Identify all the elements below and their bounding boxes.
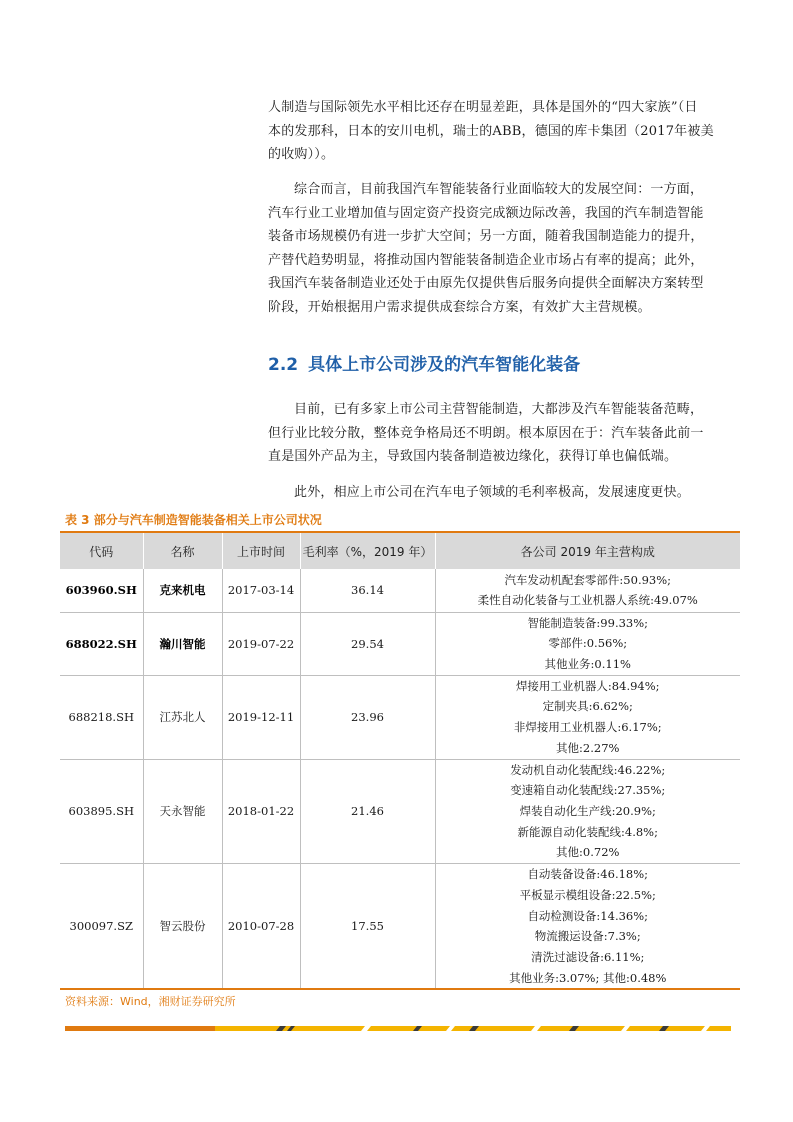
table-row [60, 759, 740, 864]
composition-item: 焊接用工业机器人:84.94%; [515, 678, 660, 693]
text-line: 目前，已有多家上市公司主营智能制造，大都涉及汽车智能装备范畴， [294, 402, 704, 417]
cell-date: 2017-03-14 [222, 569, 300, 612]
source-note: 资料来源：Wind，湘财证券研究所 [65, 995, 236, 1008]
text-line: 产替代趋势明显，将推动国内智能装备制造企业市场占有率的提高；此外， [268, 252, 704, 268]
cell-composition [435, 675, 740, 759]
section-heading [268, 350, 580, 375]
composition-item: 变速箱自动化装配线:27.35%; [510, 783, 666, 798]
cell-margin: 21.46 [300, 759, 435, 864]
composition-item: 物流搬运设备:7.3%; [534, 929, 641, 944]
composition-item: 零部件:0.56%; [548, 636, 628, 651]
cell-code: 300097.SZ [60, 864, 143, 990]
footer-decorative-bar [65, 1026, 731, 1031]
cell-date: 2018-01-22 [222, 759, 300, 864]
paragraph-4 [268, 481, 736, 505]
table-caption: 表 3 部分与汽车制造智能装备相关上市公司状况 [65, 513, 322, 527]
text-line: 综合而言，目前我国汽车智能装备行业面临较大的发展空间：一方面， [294, 182, 704, 197]
composition-item: 汽车发动机配套零部件:50.93%; [504, 572, 672, 587]
cell-name: 天永智能 [143, 759, 222, 864]
cell-composition [435, 759, 740, 864]
cell-name: 克来机电 [143, 569, 222, 612]
text-line: 人制造与国际领先水平相比还存在明显差距，具体是国外的“四大家族”（日 [268, 100, 698, 115]
cell-code: 603895.SH [60, 759, 143, 864]
composition-item: 自动检测设备:14.36%; [527, 908, 649, 923]
text-line: 的收购））。 [268, 147, 335, 162]
cell-code: 603960.SH [60, 569, 143, 612]
cell-code: 688218.SH [60, 675, 143, 759]
cell-date: 2019-07-22 [222, 612, 300, 675]
composition-item: 其他业务:3.07%; 其他:0.48% [509, 970, 667, 985]
table-header-row [60, 532, 740, 569]
cell-date: 2010-07-28 [222, 864, 300, 990]
composition-item: 自动装备设备:46.18%; [527, 867, 649, 882]
composition-item: 清洗过滤设备:6.11%; [531, 949, 645, 964]
composition-item: 平板显示模组设备:22.5%; [519, 887, 656, 902]
text-line: 我国汽车装备制造业还处于由原先仅提供售后服务向提供全面解决方案转型 [268, 276, 704, 291]
table-row [60, 675, 740, 759]
header-date: 上市时间 [222, 532, 300, 569]
composition-item: 其他:2.27% [556, 740, 620, 755]
text-line: 但行业比较分散，整体竞争格局还不明朗。根本原因在于：汽车装备此前一 [268, 425, 704, 441]
cell-composition [435, 864, 740, 990]
text-line: 此外，相应上市公司在汽车电子领域的毛利率极高，发展速度更快。 [294, 485, 691, 500]
cell-name: 瀚川智能 [143, 612, 222, 675]
cell-composition [435, 612, 740, 675]
composition-item: 其他业务:0.11% [544, 656, 631, 671]
composition-item: 柔性自动化装备与工业机器人系统:49.07% [477, 593, 698, 608]
table-row [60, 569, 740, 612]
composition-item: 焊装自动化生产线:20.9%; [519, 804, 656, 819]
cell-date: 2019-12-11 [222, 675, 300, 759]
paragraph-2 [268, 178, 736, 319]
composition-item: 智能制造装备:99.33%; [527, 615, 649, 630]
header-code: 代码 [89, 544, 114, 559]
cell-margin: 23.96 [300, 675, 435, 759]
company-table [60, 531, 740, 990]
cell-code: 688022.SH [60, 612, 143, 675]
text-line: 本的发那科，日本的安川电机，瑞士的ABB，德国的库卡集团（2017年被美 [268, 123, 714, 139]
cell-margin: 17.55 [300, 864, 435, 990]
section-title-text: 具体上市公司涉及的汽车智能化装备 [308, 355, 581, 375]
cell-name: 智云股份 [143, 864, 222, 990]
footer-bar-orange [65, 1026, 215, 1031]
text-line: 直是国外产品为主，导致国内装备制造被边缘化，获得订单也偏低端。 [268, 449, 678, 464]
cell-margin: 29.54 [300, 612, 435, 675]
text-line: 装备市场规模仍有进一步扩大空间；另一方面，随着我国制造能力的提升， [268, 229, 704, 244]
table-row [60, 612, 740, 675]
paragraph-1 [268, 96, 736, 167]
cell-name: 江苏北人 [143, 675, 222, 759]
text-line: 阶段，开始根据用户需求提供成套综合方案，有效扩大主营规模。 [268, 299, 651, 315]
header-name: 名称 [143, 532, 222, 569]
cell-margin: 36.14 [300, 569, 435, 612]
composition-item: 非焊接用工业机器人:6.17%; [513, 720, 662, 735]
header-margin: 毛利率（%，2019 年） [300, 532, 435, 569]
text-line: 汽车行业工业增加值与固定资产投资完成额边际改善，我国的汽车制造智能 [268, 205, 704, 221]
composition-item: 定制夹具:6.62%; [542, 699, 633, 714]
composition-item: 发动机自动化装配线:46.22%; [510, 762, 666, 777]
cell-composition [435, 569, 740, 612]
paragraph-3 [268, 398, 736, 469]
composition-item: 其他:0.72% [556, 845, 620, 860]
section-number: 2.2 [268, 355, 299, 375]
header-composition: 各公司 2019 年主营构成 [435, 532, 740, 569]
table-row [60, 864, 740, 990]
composition-item: 新能源自动化装配线:4.8%; [517, 824, 658, 839]
